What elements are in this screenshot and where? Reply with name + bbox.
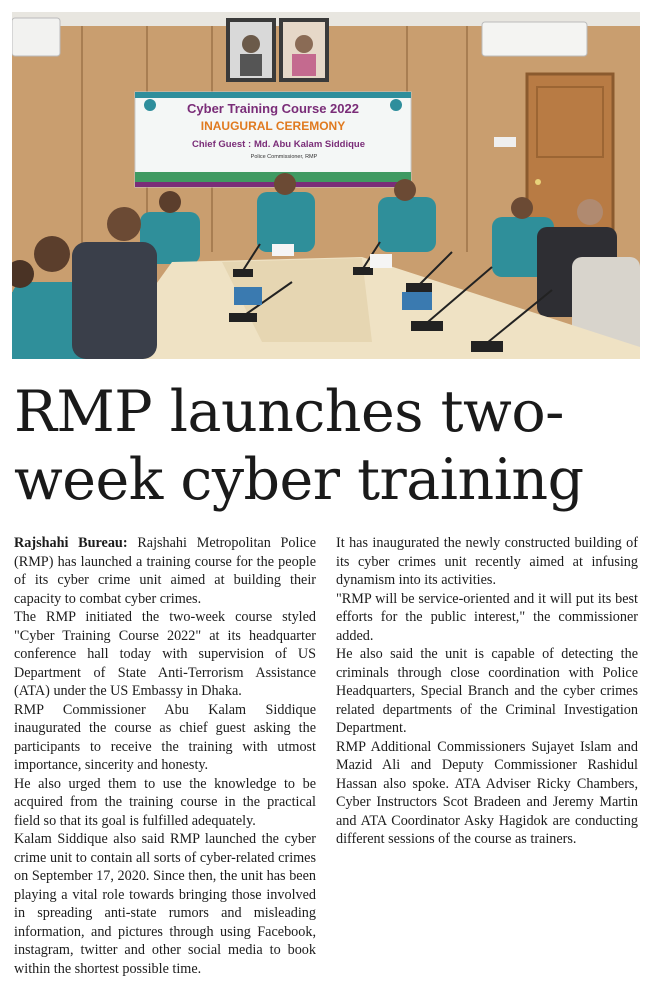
paragraph-2: The RMP initiated the two-week course styled "Cyber Training Course 2022" at its headquarter conference hall today with supervision of US Department of State Anti-Terrorism Assistance (ATA) under the US Embassy in Dhaka. bbox=[14, 609, 316, 699]
paragraph-9: RMP Additional Commissioners Sujayet Islam and Mazid Ali and Deputy Commissioner Rashidul Hassan also spoke. ATA Adviser Ricky Chambers, Cyber Instructors Scot Bradeen and Jeremy Martin and ATA Coordinator Asky Hagidok are conducting different sessions of the course as trainers. bbox=[336, 738, 638, 847]
paragraph-3: RMP Commissioner Abu Kalam Siddique inaugurated the course as chief guest asking the participants to receive the training with utmost importance, sincerity and honesty. bbox=[14, 701, 316, 773]
article-body bbox=[14, 534, 638, 996]
ceremony-banner bbox=[135, 92, 411, 187]
air-conditioner-left bbox=[12, 18, 60, 56]
banner-subtitle: INAUGURAL CEREMONY bbox=[200, 119, 346, 133]
banner-chief-guest-prefix: Chief Guest : bbox=[192, 139, 252, 150]
headline: RMP launches two-week cyber training bbox=[14, 379, 584, 513]
lead-text: Rajshahi Metropolitan Police (RMP) has launched a training course for the people of its cyber crime unit aimed at building their capacity to combat cyber crimes. bbox=[14, 535, 316, 607]
banner-title: Cyber Training Course 2022 bbox=[187, 101, 359, 116]
paragraph-4: He also urged them to use the knowledge to be acquired from the training course in the practical field so that its goal is fulfilled adequately. bbox=[14, 775, 316, 829]
paragraph-6: It has inaugurated the newly constructed building of its cyber crimes unit recently aimed at infusing dynamism into its activities. bbox=[336, 535, 638, 588]
column-right bbox=[336, 534, 638, 996]
dateline: Rajshahi Bureau: bbox=[14, 535, 128, 551]
paragraph-7: "RMP will be service-oriented and it will put its best efforts for the public interest," the commissioner added. bbox=[336, 590, 638, 644]
paragraph-5: Kalam Siddique also said RMP launched the cyber crime unit to contain all sorts of cyber-related crimes on September 17, 2020. Since then, the unit has been playing a vital role towards bringing those involved in spreading anti-state rumors and misleading information, and pictures through using Facebook, instagram, twitter and other social media to book within the shortest possible time. bbox=[14, 831, 316, 977]
air-conditioner-right bbox=[482, 22, 587, 56]
banner-chief-guest-role: Police Commissioner, RMP bbox=[250, 154, 318, 160]
news-photo bbox=[12, 12, 640, 359]
banner-chief-guest-name: Md. Abu Kalam Siddique bbox=[254, 139, 366, 150]
paragraph-8: He also said the unit is capable of detecting the criminals through close coordination with Police Headquarters, Special Branch and the cyber crimes related departments of the Criminal Investigation Department. bbox=[336, 646, 638, 736]
meeting-scene bbox=[12, 12, 640, 359]
column-left bbox=[14, 534, 316, 996]
paragraph-lead bbox=[14, 534, 316, 608]
